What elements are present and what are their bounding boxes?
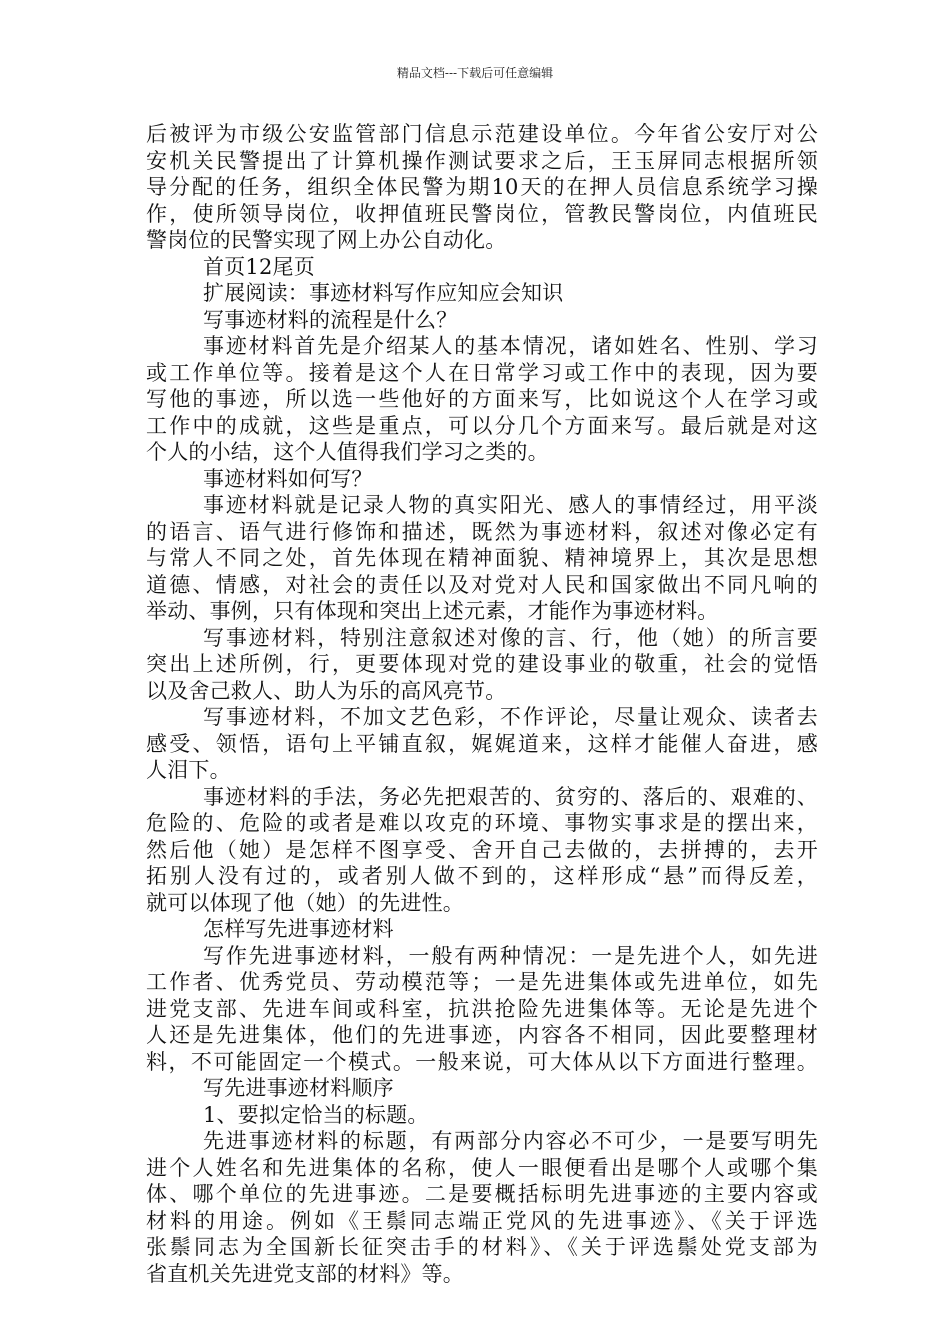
text-line: 进个人姓名和先进集体的名称，使人一眼便看出是哪个人或哪个集	[146, 1155, 818, 1180]
text-line: 事迹材料首先是介绍某人的基本情况，诸如姓名、性别、学习	[203, 334, 818, 358]
text-line: 料，不可能固定一个模式。一般来说，可大体从以下方面进行整理。	[146, 1049, 818, 1074]
text-line: 工作中的成就，这些是重点，可以分几个方面来写。最后就是对这	[146, 413, 818, 438]
text-line: 作，使所领导岗位，收押值班民警岗位，管教民警岗位，内值班民	[146, 201, 818, 226]
text-line: 就可以体现了他（她）的先进性。	[146, 890, 464, 915]
text-line: 写他的事迹，所以选一些他好的方面来写，比如说这个人在学习或	[146, 387, 818, 411]
text-line: 工作者、优秀党员、劳动模范等；一是先进集体或先进单位，如先	[146, 970, 818, 994]
text-line: 与常人不同之处，首先体现在精神面貌、精神境界上，其次是思想	[146, 546, 818, 570]
text-line: 1、要拟定恰当的标题。	[203, 1102, 429, 1127]
text-line: 安机关民警提出了计算机操作测试要求之后，王玉屏同志根据所领	[146, 148, 818, 173]
page-header: 精品文档---下载后可任意编辑	[396, 66, 554, 80]
text-line: 后被评为市级公安监管部门信息示范建设单位。今年省公安厅对公	[146, 122, 818, 146]
text-line: 拓别人没有过的，或者别人做不到的，这样形成“悬”而得反差，	[146, 864, 818, 888]
text-line: 人泪下。	[146, 758, 231, 782]
text-line: 以及舍己救人、助人为乐的高风亮节。	[146, 678, 507, 703]
text-line: 怎样写先进事迹材料	[203, 917, 394, 941]
text-line: 张鬃同志为全国新长征突击手的材料》、《关于评选鬃处党支部为	[146, 1235, 818, 1259]
text-line: 材料的用途。例如《王鬃同志端正党风的先进事迹》、《关于评选	[146, 1208, 818, 1233]
text-line: 的语言、语气进行修饰和描述，既然为事迹材料，叙述对像必定有	[146, 519, 818, 544]
text-line: 举动、事例，只有体现和突出上述元素，才能作为事迹材料。	[146, 599, 719, 623]
text-line: 事迹材料的手法，务必先把艰苦的、贫穷的、落后的、艰难的、	[203, 784, 818, 809]
text-line: 道德、情感，对社会的责任以及对党对人民和国家做出不同凡响的	[146, 572, 818, 597]
text-line: 导分配的任务，组织全体民警为期10天的在押人员信息系统学习操	[146, 175, 818, 199]
text-line: 进党支部、先进车间或科室，抗洪抢险先进集体等。无论是先进个	[146, 996, 818, 1021]
text-line: 写先进事迹材料顺序	[203, 1076, 394, 1100]
document-body	[146, 121, 818, 1287]
text-line: 突出上述所例，行，更要体现对党的建设事业的敬重，社会的觉悟	[146, 652, 818, 676]
text-line: 先进事迹材料的标题，有两部分内容必不可少，一是要写明先	[203, 1129, 818, 1153]
text-line: 感受、领悟，语句上平铺直叙，娓娓道来，这样才能催人奋进，感	[146, 731, 818, 756]
text-line: 省直机关先进党支部的材料》等。	[146, 1261, 464, 1286]
text-line: 然后他（她）是怎样不图享受、舍开自己去做的，去拼搏的，去开	[146, 837, 818, 862]
text-line: 写事迹材料，特别注意叙述对像的言、行，他（她）的所言要	[203, 625, 818, 650]
text-line: 警岗位的民警实现了网上办公自动化。	[146, 228, 507, 252]
text-line: 写事迹材料，不加文艺色彩，不作评论，尽量让观众、读者去	[203, 705, 818, 729]
text-line: 写事迹材料的流程是什么？	[203, 307, 458, 332]
text-line: 写作先进事迹材料，一般有两种情况：一是先进个人，如先进	[203, 943, 818, 968]
text-line: 首页12尾页	[203, 254, 315, 279]
text-line: 个人的小结，这个人值得我们学习之类的。	[146, 440, 549, 464]
text-line: 事迹材料如何写？	[203, 466, 373, 491]
text-line: 人还是先进集体，他们的先进事迹，内容各不相同，因此要整理材	[146, 1023, 818, 1047]
text-line: 扩展阅读：事迹材料写作应知应会知识	[203, 281, 564, 305]
text-line: 危险的、危险的或者是难以攻克的环境、事物实事求是的摆出来，	[146, 811, 818, 835]
text-line: 体、哪个单位的先进事迹。二是要概括标明先进事迹的主要内容或	[146, 1182, 818, 1206]
text-line: 或工作单位等。接着是这个人在日常学习或工作中的表现，因为要	[146, 360, 818, 385]
text-line: 事迹材料就是记录人物的真实阳光、感人的事情经过，用平淡	[203, 493, 818, 517]
